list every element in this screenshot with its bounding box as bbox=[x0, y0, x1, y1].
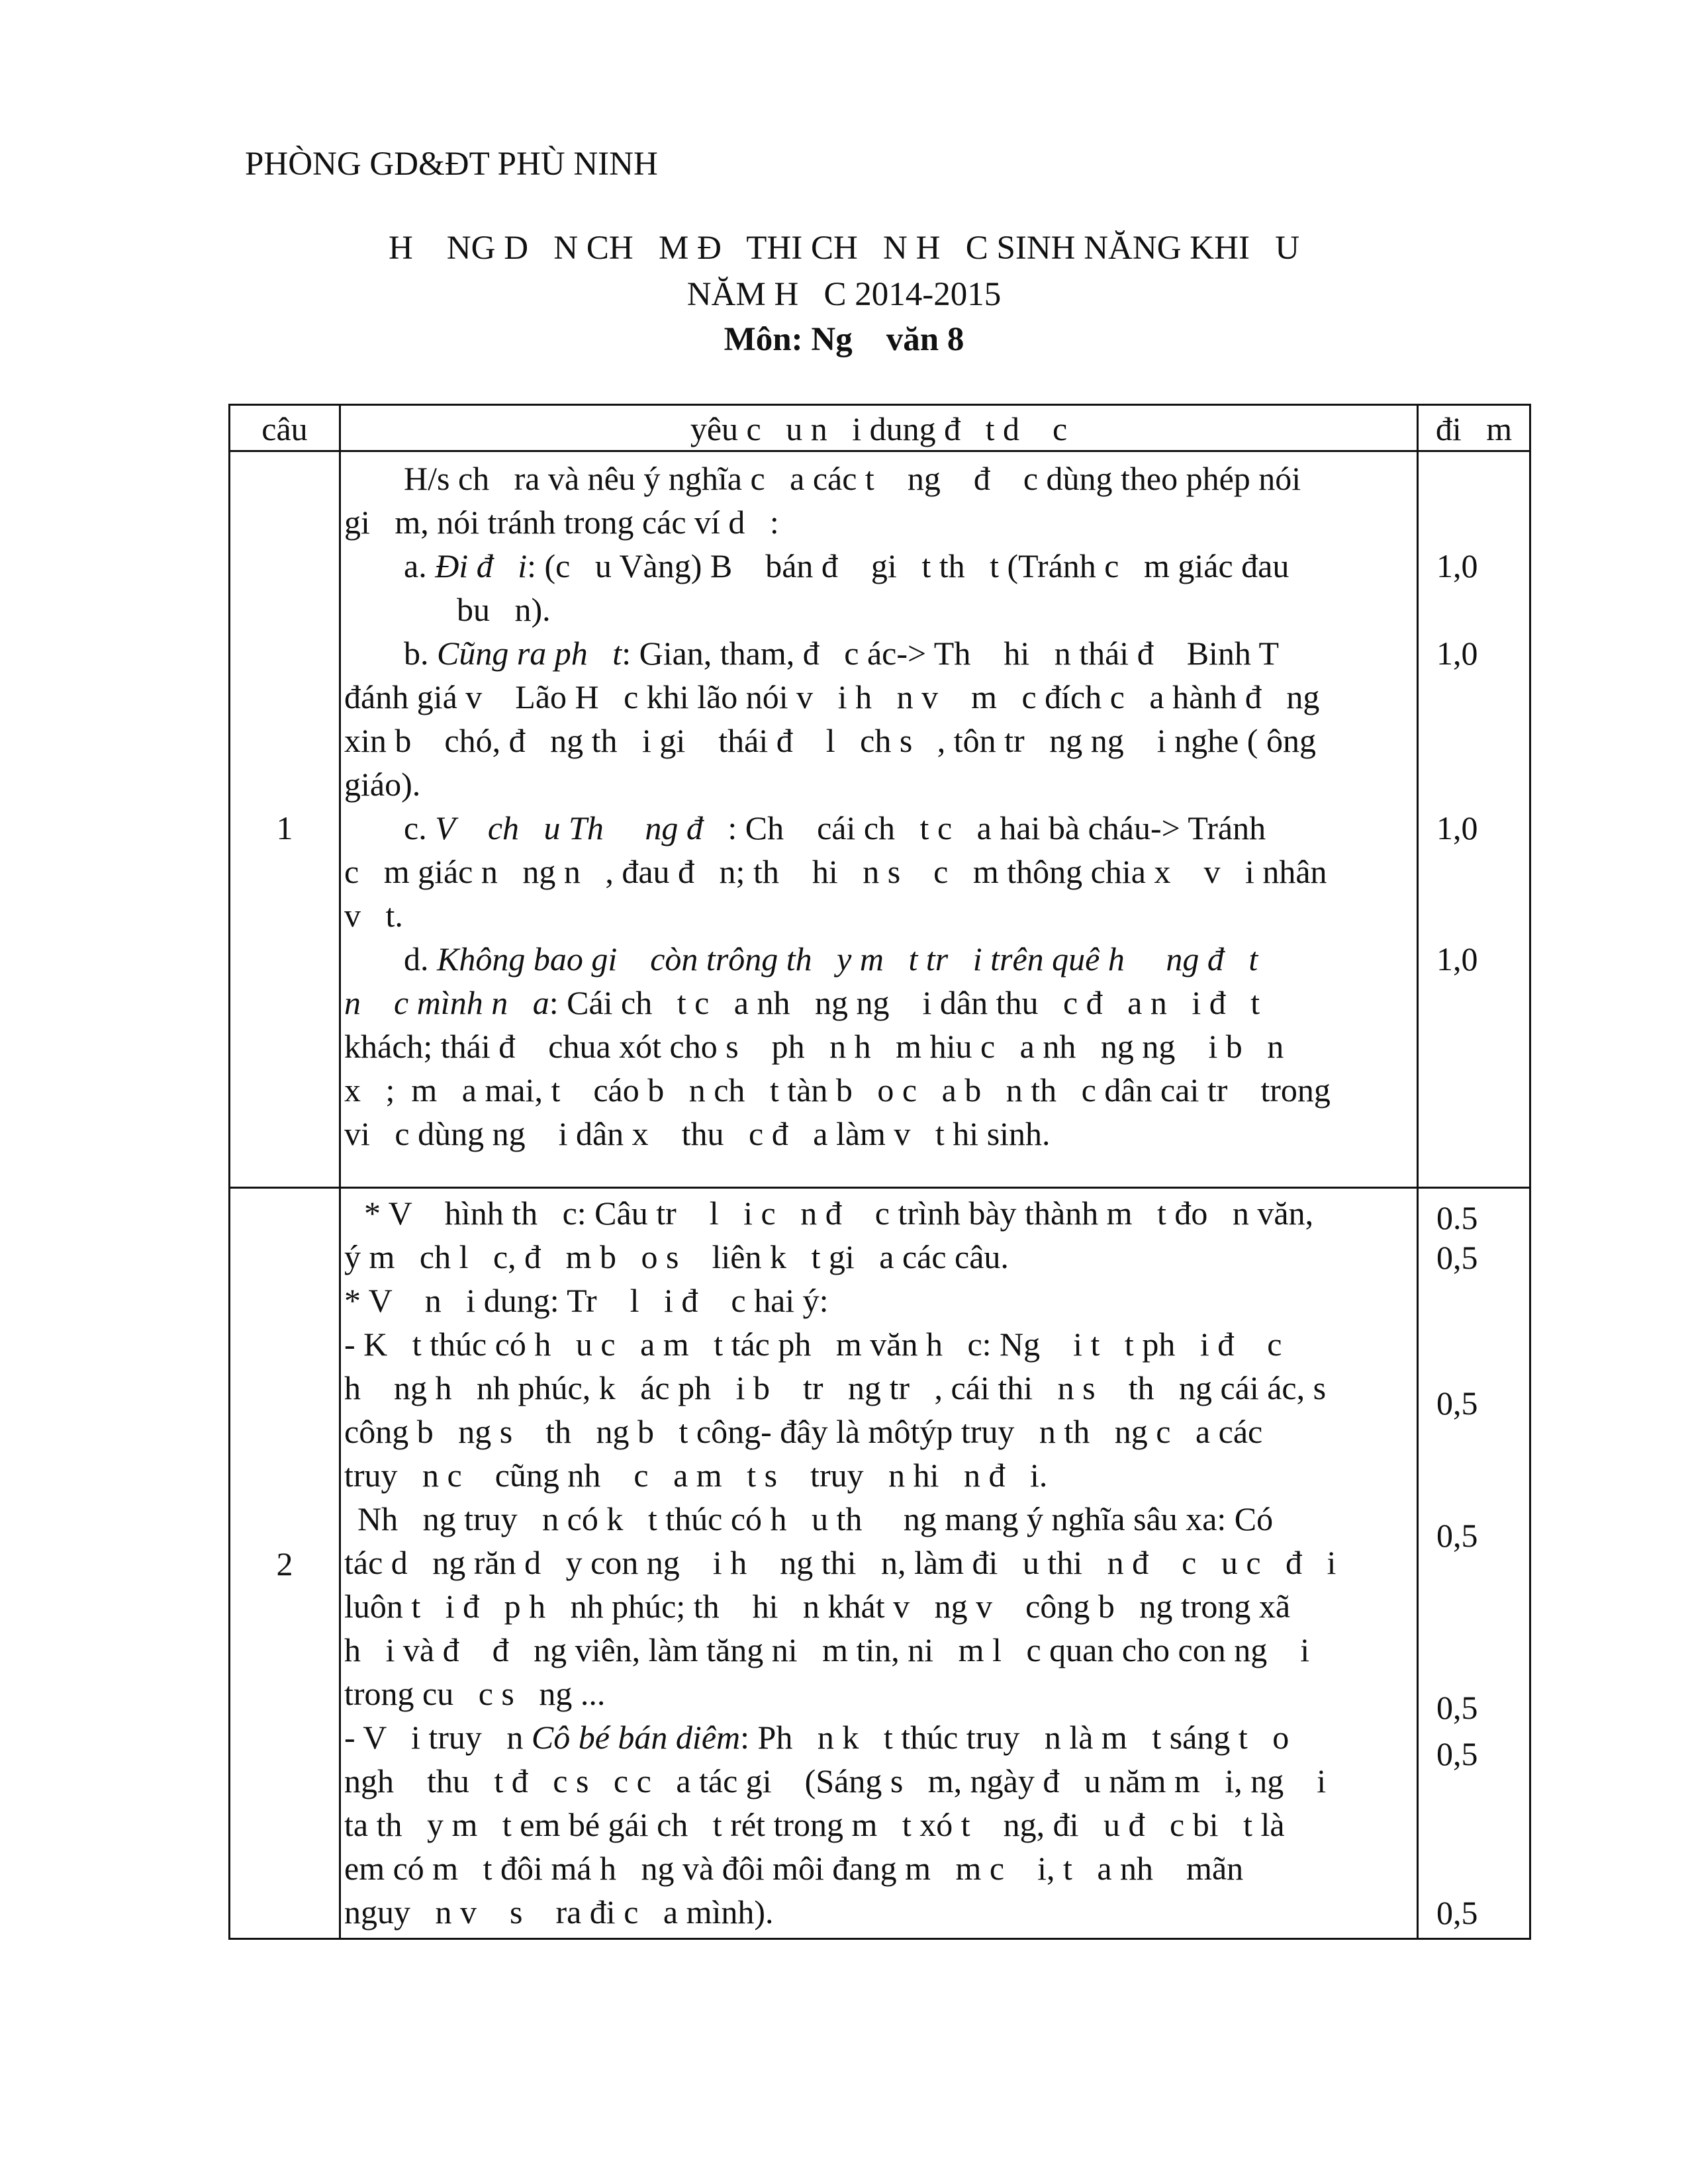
score-value: 0,5 bbox=[1436, 1517, 1478, 1554]
score-value: 1,0 bbox=[1436, 940, 1478, 978]
answer-line: xin b chó, đ ng th i gi thái đ l ch s , tôn tr ng ng i nghe ( ông bbox=[344, 722, 1316, 759]
table-right-border bbox=[1529, 404, 1531, 1940]
answer-line: b. Cũng ra ph t: Gian, tham, đ c ác-> Th hi n thái đ Binh T bbox=[404, 635, 1280, 672]
answer-line: ý m ch l c, đ m b o s liên k t gi a các câu. bbox=[344, 1238, 1009, 1275]
answer-line: c m giác n ng n , đau đ n; th hi n s c m thông chia x v i nhân bbox=[344, 853, 1327, 890]
table-top-border bbox=[228, 404, 1531, 406]
answer-line: em có m t đôi má h ng và đôi môi đang m m c i, t a nh mãn bbox=[344, 1850, 1244, 1887]
subject-title: Môn: Ng văn 8 bbox=[724, 321, 964, 358]
table-bottom-border bbox=[228, 1938, 1531, 1940]
answer-line: h i và đ đ ng viên, làm tăng ni m tin, ni m l c quan cho con ng i bbox=[344, 1631, 1310, 1668]
answer-line: luôn t i đ p h nh phúc; th hi n khát v ng v công b ng trong xã bbox=[344, 1588, 1291, 1625]
answer-line: khách; thái đ chua xót cho s ph n h m hiu c a nh ng ng i b n bbox=[344, 1028, 1284, 1065]
score-value: 0,5 bbox=[1436, 1239, 1478, 1276]
answer-line: ta th y m t em bé gái ch t rét trong m t xó t ng, đi u đ c bi t là bbox=[344, 1806, 1285, 1843]
answer-line: nguy n v s ra đi c a mình). bbox=[344, 1893, 774, 1931]
header-cau: câu bbox=[261, 410, 308, 447]
answer-line: - K t thúc có h u c a m t tác ph m văn h c: Ng i t t ph i đ c bbox=[344, 1326, 1282, 1363]
score-value: 1,0 bbox=[1436, 547, 1478, 584]
table-left-border bbox=[228, 404, 230, 1940]
document-title: H NG D N CH M Đ THI CH N H C SINH NĂNG KHI U bbox=[388, 230, 1300, 267]
question-number-1: 1 bbox=[276, 809, 293, 846]
header-yeu-cau: yêu c u n i dung đ t d c bbox=[690, 410, 1068, 447]
column-divider-1 bbox=[339, 404, 341, 1940]
answer-line: truy n c cũng nh c a m t s truy n hi n đ i. bbox=[344, 1457, 1048, 1494]
answer-line: giáo). bbox=[344, 766, 421, 803]
score-value: 0.5 bbox=[1436, 1199, 1478, 1236]
answer-line: bu n). bbox=[457, 591, 551, 628]
answer-line: H/s ch ra và nêu ý nghĩa c a các t ng đ c dùng theo phép nói bbox=[404, 460, 1301, 497]
answer-line: c. V ch u Th ng đ : Ch cái ch t c a hai bà cháu-> Tránh bbox=[404, 809, 1266, 846]
score-value: 0,5 bbox=[1436, 1735, 1478, 1772]
answer-line: trong cu c s ng ... bbox=[344, 1675, 606, 1712]
answer-line: n c mình n a: Cái ch t c a nh ng ng i dân thu c đ a n i đ t bbox=[344, 984, 1260, 1021]
answer-line: tác d ng răn d y con ng i h ng thi n, làm đi u thi n đ c u c đ i bbox=[344, 1544, 1336, 1581]
score-value: 0,5 bbox=[1436, 1385, 1478, 1422]
answer-line: * V n i dung: Tr l i đ c hai ý: bbox=[344, 1282, 829, 1319]
score-value: 1,0 bbox=[1436, 635, 1478, 672]
answer-line: ngh thu t đ c s c c a tác gi (Sáng s m, ngày đ u năm m i, ng i bbox=[344, 1762, 1327, 1799]
answer-line: h ng h nh phúc, k ác ph i b tr ng tr , cái thi n s th ng cái ác, s bbox=[344, 1369, 1327, 1406]
question-number-2: 2 bbox=[276, 1545, 293, 1582]
header-diem: đi m bbox=[1435, 410, 1513, 447]
score-value: 1,0 bbox=[1436, 809, 1478, 846]
answer-line: d. Không bao gi còn trông th y m t tr i trên quê h ng đ t bbox=[404, 940, 1258, 978]
answer-line: công b ng s th ng b t công- đây là môtýp truy n th ng c a các bbox=[344, 1413, 1263, 1450]
office-name: PHÒNG GD&ĐT PHÙ NINH bbox=[245, 146, 658, 183]
answer-line: - V i truy n Cô bé bán diêm: Ph n k t thúc truy n là m t sáng t o bbox=[344, 1719, 1289, 1756]
answer-line: x ; m a mai, t cáo b n ch t tàn b o c a b n th c dân cai tr trong bbox=[344, 1071, 1331, 1109]
row1-bottom-border bbox=[228, 1187, 1531, 1189]
school-year: NĂM H C 2014-2015 bbox=[686, 276, 1002, 313]
score-value: 0,5 bbox=[1436, 1894, 1478, 1931]
answer-line: v t. bbox=[344, 897, 403, 934]
answer-line: đánh giá v Lão H c khi lão nói v i h n v m c đích c a hành đ ng bbox=[344, 678, 1320, 715]
answer-line: a. Đi đ i: (c u Vàng) B bán đ gi t th t (Tránh c m giác đau bbox=[404, 547, 1289, 584]
score-value: 0,5 bbox=[1436, 1689, 1478, 1726]
answer-line: vi c dùng ng i dân x thu c đ a làm v t hi sinh. bbox=[344, 1115, 1051, 1152]
answer-line: Nh ng truy n có k t thúc có h u th ng mang ý nghĩa sâu xa: Có bbox=[357, 1500, 1274, 1537]
column-divider-2 bbox=[1417, 404, 1419, 1940]
answer-line: gi m, nói tránh trong các ví d : bbox=[344, 504, 779, 541]
answer-line: * V hình th c: Câu tr l i c n đ c trình bày thành m t đo n văn, bbox=[364, 1195, 1314, 1232]
